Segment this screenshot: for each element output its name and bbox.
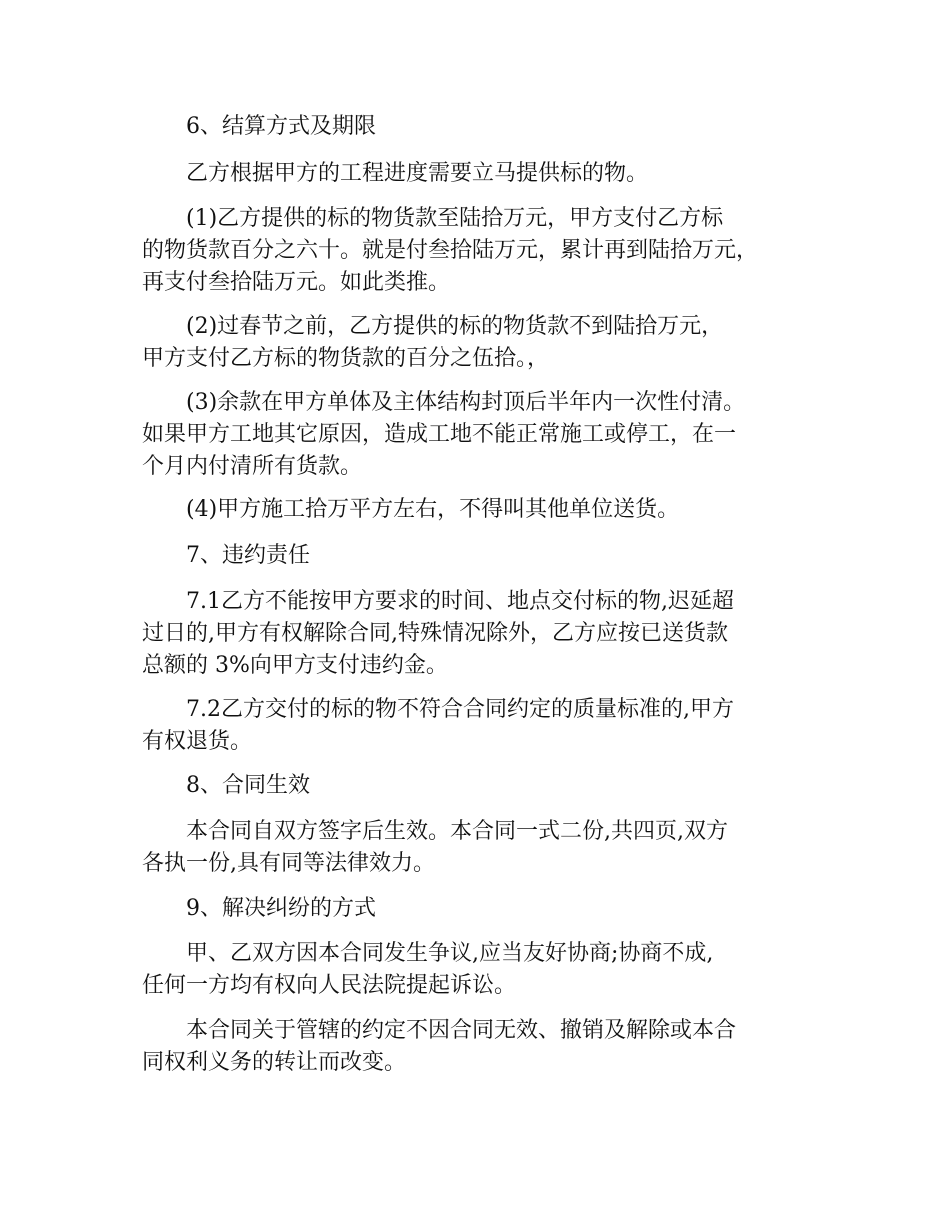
paragraph-6-intro <box>142 158 832 190</box>
paragraph-6-4 <box>142 494 832 526</box>
paragraph-line: 的物货款百分之六十。就是付叁拾陆万元，累计再到陆拾万元， <box>142 238 759 263</box>
paragraph-6-3 <box>142 387 832 483</box>
paragraph-line: 8、合同生效 <box>186 773 310 798</box>
paragraph-line: 9、解决纠纷的方式 <box>186 896 376 921</box>
paragraph-line: 7.1乙方不能按甲方要求的时间、地点交付标的物,迟延超 <box>186 589 734 614</box>
paragraph-line: 总额的 3%向甲方支付违约金。 <box>142 653 448 678</box>
section-heading-7 <box>142 540 832 572</box>
paragraph-9-2 <box>142 1015 832 1079</box>
paragraph-8 <box>142 816 832 880</box>
paragraph-line: 任何一方均有权向人民法院提起诉讼。 <box>142 973 517 998</box>
paragraph-6-2 <box>142 311 832 375</box>
paragraph-line: 有权退货。 <box>142 729 253 754</box>
paragraph-line: 同权利义务的转让而改变。 <box>142 1050 407 1075</box>
paragraph-line: 个月内付清所有货款。 <box>142 454 363 479</box>
paragraph-line: 再支付叁拾陆万元。如此类推。 <box>142 270 451 295</box>
paragraph-line: 本合同自双方签字后生效。本合同一式二份,共四页,双方 <box>186 819 728 844</box>
paragraph-line: 7、违约责任 <box>186 543 310 568</box>
paragraph-line: 乙方根据甲方的工程进度需要立马提供标的物。 <box>186 161 649 186</box>
paragraph-line: (3)余款在甲方单体及主体结构封顶后半年内一次性付清。 <box>186 390 746 415</box>
paragraph-line: (2)过春节之前，乙方提供的标的物货款不到陆拾万元， <box>186 314 724 339</box>
paragraph-7-1 <box>142 586 832 682</box>
section-heading-9 <box>142 893 832 925</box>
paragraph-7-2 <box>142 694 832 758</box>
paragraph-9-1 <box>142 938 832 1002</box>
paragraph-line: (1)乙方提供的标的物货款至陆拾万元，甲方支付乙方标 <box>186 206 724 231</box>
section-heading-8 <box>142 770 832 802</box>
paragraph-line: 如果甲方工地其它原因，造成工地不能正常施工或停工，在一 <box>142 422 737 447</box>
paragraph-line: 甲方支付乙方标的物货款的百分之伍拾。， <box>142 346 550 371</box>
paragraph-line: 6、结算方式及期限 <box>186 114 376 139</box>
section-heading-6 <box>142 111 832 143</box>
paragraph-line: 各执一份,具有同等法律效力。 <box>142 851 435 876</box>
paragraph-line: 甲、乙双方因本合同发生争议,应当友好协商;协商不成, <box>186 941 714 966</box>
paragraph-6-1 <box>142 203 832 299</box>
paragraph-line: 本合同关于管辖的约定不因合同无效、撤销及解除或本合 <box>186 1018 737 1043</box>
paragraph-line: (4)甲方施工拾万平方左右，不得叫其他单位送货。 <box>186 497 680 522</box>
paragraph-line: 过日的,甲方有权解除合同,特殊情况除外，乙方应按已送货款 <box>142 621 728 646</box>
paragraph-line: 7.2乙方交付的标的物不符合合同约定的质量标准的,甲方 <box>186 697 734 722</box>
